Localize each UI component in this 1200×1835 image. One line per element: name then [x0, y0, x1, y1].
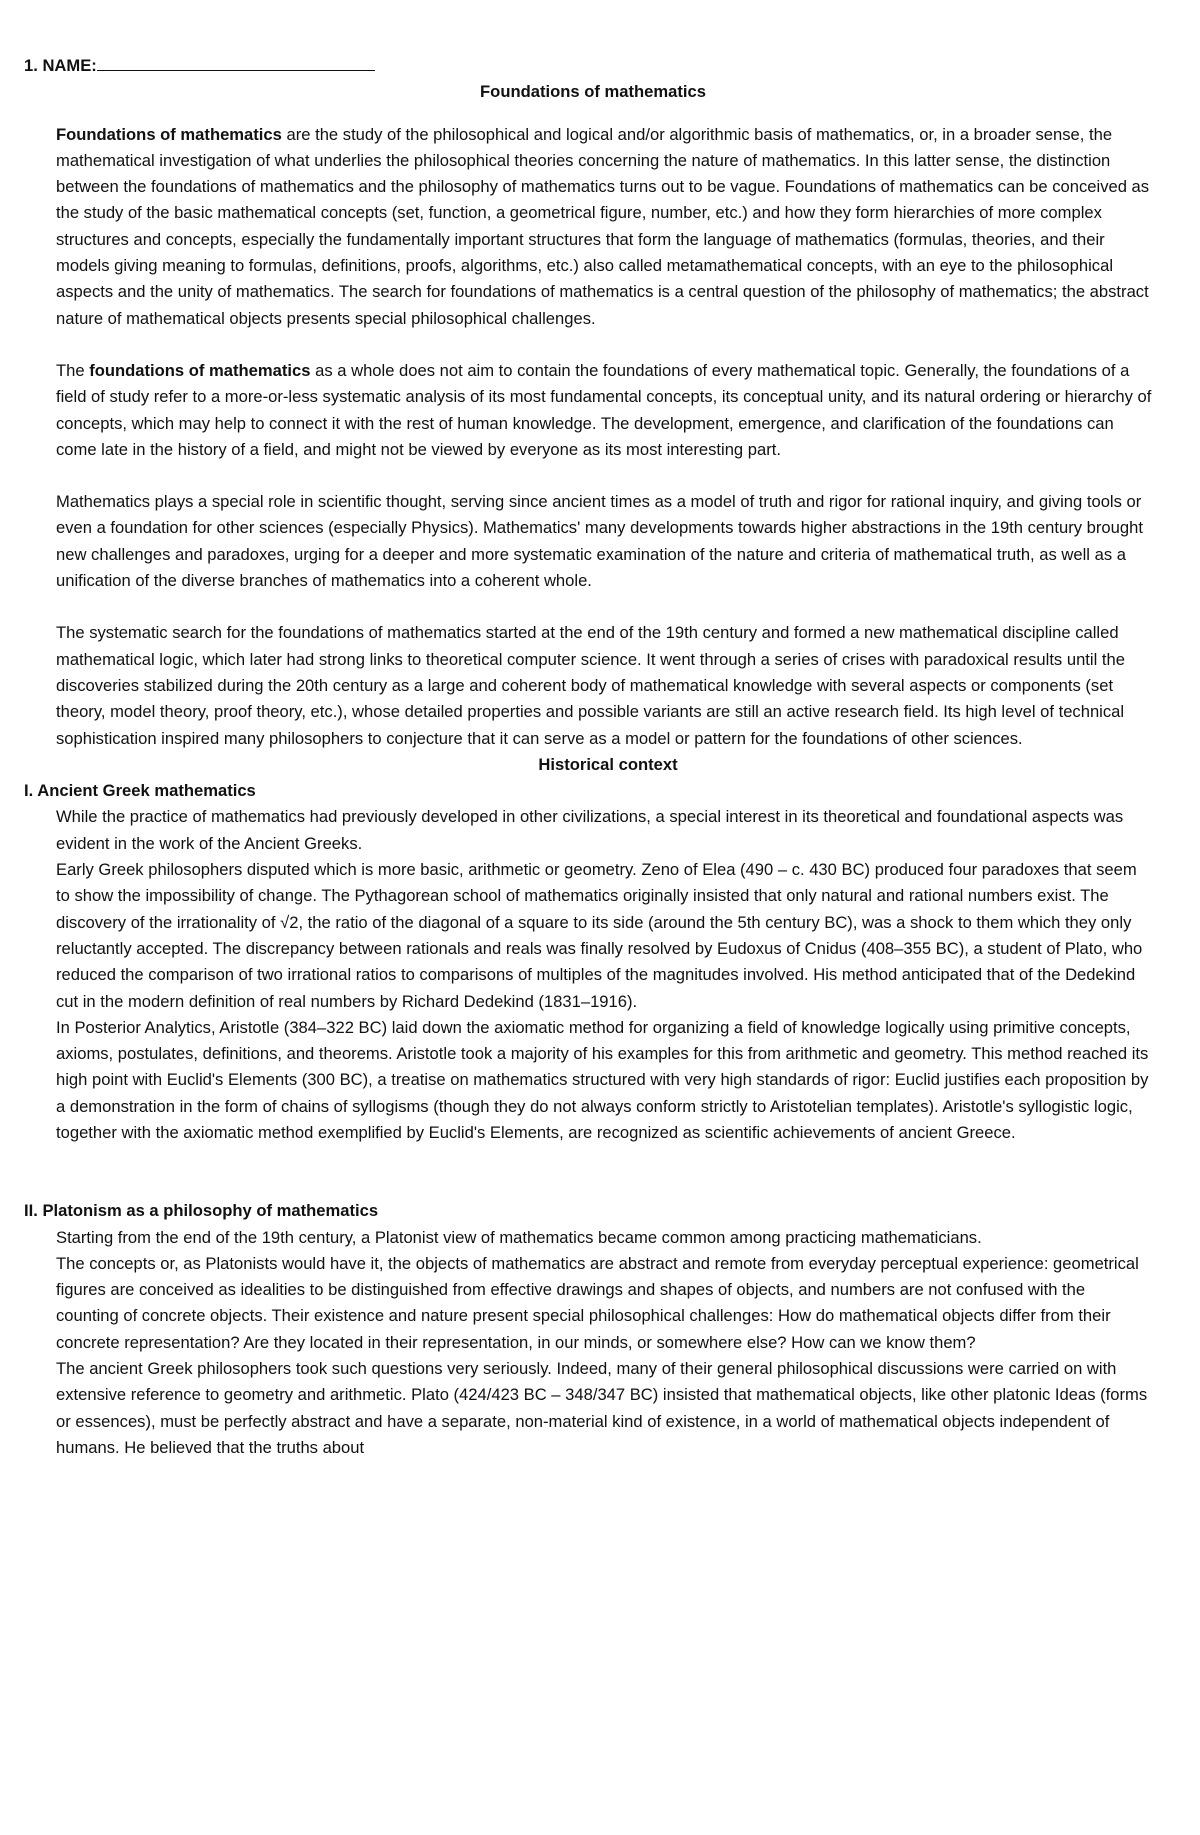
- intro-section: [24, 122, 1152, 752]
- bold-term: Foundations of mathematics: [56, 124, 282, 144]
- document-title: Foundations of mathematics: [480, 82, 706, 102]
- name-label: 1. NAME:: [24, 56, 97, 75]
- section-body-ancient-greek: [24, 804, 1152, 1146]
- paragraph: Starting from the end of the 19th century, a Platonist view of mathematics became common among practicing mathematicians.: [56, 1227, 982, 1247]
- historical-context-heading: Historical context: [538, 754, 678, 774]
- paragraph: In Posterior Analytics, Aristotle (384–322 BC) laid down the axiomatic method for organizing a field of knowledge logically using primitive concepts, axioms, postulates, definitions, and theorems. Aristotle took a majority of his examples for this from arithmetic and geometry. This method reached its high point with Euclid's Elements (300 BC), a treatise on mathematics structured with very high standards of rigor: Euclid justifies each proposition by a demonstration in the form of chains of syllogisms (though they do not always conform strictly to Aristotelian templates). Aristotle's syllogistic logic, together with the axiomatic method exemplified by Euclid's Elements, are recognized as scientific achievements of ancient Greece.: [56, 1017, 1149, 1142]
- intro-paragraph-4: The systematic search for the foundations of mathematics started at the end of the 19th century and formed a new mathematical discipline called mathematical logic, which later had strong links to theoretical computer science. It went through a series of crises with paradoxical results until the discoveries stabilized during the 20th century as a large and coherent body of mathematical knowledge with several aspects or components (set theory, model theory, proof theory, etc.), whose detailed properties and possible variants are still an active research field. Its high level of technical sophistication inspired many philosophers to conjecture that it can serve as a model or pattern for the foundations of other sciences.: [56, 623, 1125, 748]
- spacer: [24, 1146, 1152, 1198]
- paragraph: The ancient Greek philosophers took such questions very seriously. Indeed, many of their general philosophical discussions were carried on with extensive reference to geometry and arithmetic. Plato (424/423 BC – 348/347 BC) insisted that mathematical objects, like other platonic Ideas (forms or essences), must be perfectly abstract and have a separate, non-material kind of existence, in a world of mathematical objects independent of humans. He believed that the truths about: [56, 1359, 1148, 1457]
- paragraph: Early Greek philosophers disputed which is more basic, arithmetic or geometry. Zeno of Elea (490 – c. 430 BC) produced four paradoxes that seem to show the impossibility of change. The Pythagorean school of mathematics originally insisted that only natural and rational numbers exist. The discovery of the irrationality of √2, the ratio of the diagonal of a square to its side (around the 5th century BC), was a shock to them which they only reluctantly accepted. The discrepancy between rationals and reals was finally resolved by Eudoxus of Cnidus (408–355 BC), a student of Plato, who reduced the comparison of two irrational ratios to comparisons of multiples of the magnitudes involved. His method anticipated that of the Dedekind cut in the modern definition of real numbers by Richard Dedekind (1831–1916).: [56, 860, 1143, 1011]
- intro-paragraph-3: Mathematics plays a special role in scientific thought, serving since ancient times as a model of truth and rigor for rational inquiry, and giving tools or even a foundation for other sciences (especially Physics). Mathematics' many developments towards higher abstractions in the 19th century brought new challenges and paradoxes, urging for a deeper and more systematic examination of the nature and criteria of mathematical truth, as well as a unification of the diverse branches of mathematics into a coherent whole.: [56, 492, 1143, 591]
- paragraph: While the practice of mathematics had previously developed in other civilizations, a special interest in its theoretical and foundational aspects was evident in the work of the Ancient Greeks.: [56, 807, 1124, 853]
- section-heading-platonism: II. Platonism as a philosophy of mathematics: [24, 1201, 379, 1221]
- intro-paragraph-2: The foundations of mathematics as a whole does not aim to contain the foundations of every mathematical topic. Generally, the foundations of a field of study refer to a more-or-less systematic analysis of its most fundamental concepts, its conceptual unity, and its natural ordering or hierarchy of concepts, which may help to connect it with the rest of human knowledge. The development, emergence, and clarification of the foundations can come late in the history of a field, and might not be viewed by everyone as its most interesting part.: [56, 360, 1152, 459]
- section-heading-ancient-greek: I. Ancient Greek mathematics: [24, 781, 256, 801]
- name-blank-line: [97, 52, 375, 71]
- section-body-platonism: [24, 1225, 1152, 1462]
- bold-term: foundations of mathematics: [89, 360, 311, 380]
- name-field: [24, 52, 1152, 79]
- intro-paragraph-1: Foundations of mathematics are the study of the philosophical and logical and/or algorithmic basis of mathematics, or, in a broader sense, the mathematical investigation of what underlies the philosophical theories concerning the nature of mathematics. In this latter sense, the distinction between the foundations of mathematics and the philosophy of mathematics turns out to be vague. Foundations of mathematics can be conceived as the study of the basic mathematical concepts (set, function, a geometrical figure, number, etc.) and how they form hierarchies of more complex structures and concepts, especially the fundamentally important structures that form the language of mathematics (formulas, theories, and their models giving meaning to formulas, definitions, proofs, algorithms, etc.) also called metamathematical concepts, with an eye to the philosophical aspects and the unity of mathematics. The search for foundations of mathematics is a central question of the philosophy of mathematics; the abstract nature of mathematical objects presents special philosophical challenges.: [56, 124, 1150, 328]
- paragraph: The concepts or, as Platonists would have it, the objects of mathematics are abstract and remote from everyday perceptual experience: geometrical figures are conceived as idealities to be distinguished from effective drawings and shapes of objects, and numbers are not confused with the counting of concrete objects. Their existence and nature present special philosophical challenges: How do mathematical objects differ from their concrete representation? Are they located in their representation, in our minds, or somewhere else? How can we know them?: [56, 1253, 1139, 1352]
